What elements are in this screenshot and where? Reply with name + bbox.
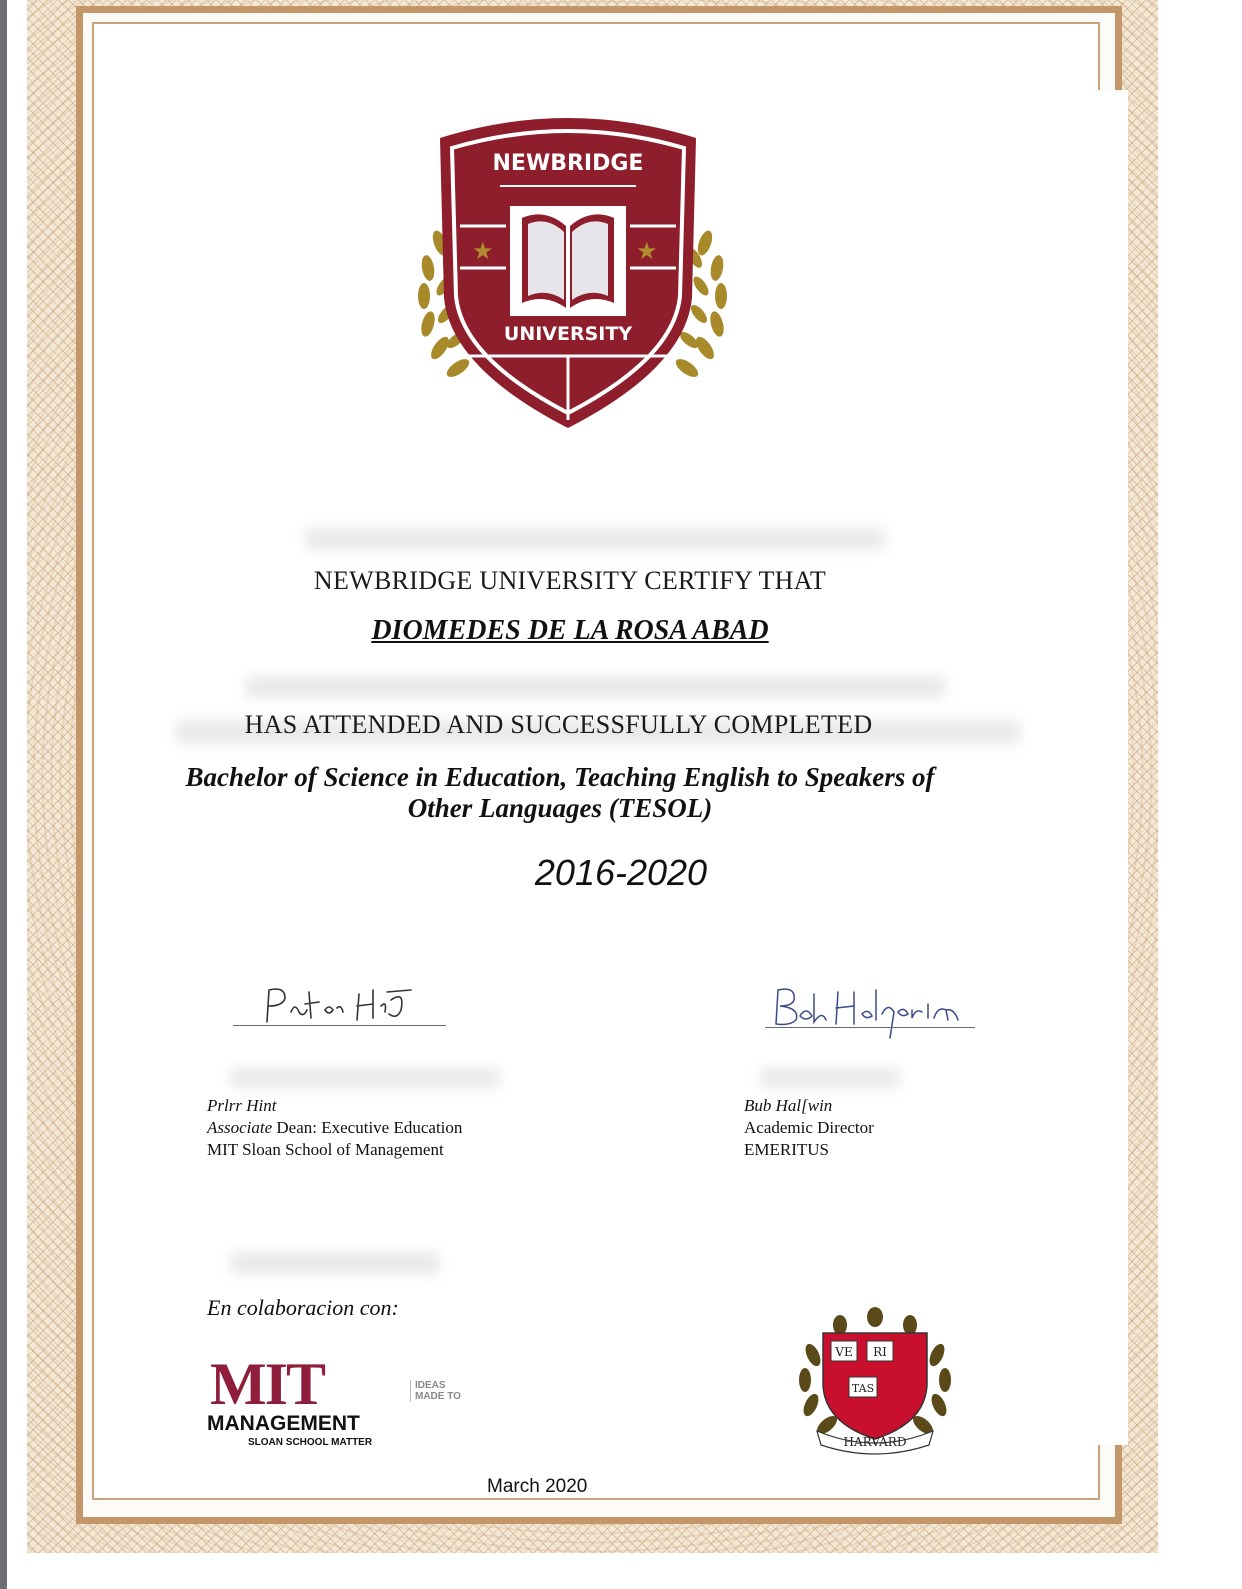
- blurred-text: [230, 1068, 500, 1088]
- blurred-text: [230, 1252, 440, 1274]
- signature-line-right: [765, 1027, 975, 1028]
- crest-bottom-text: UNIVERSITY: [503, 323, 633, 345]
- signature-left: [255, 980, 415, 1030]
- completed-line: HAS ATTENDED AND SUCCESSFULLY COMPLETED: [244, 710, 873, 739]
- blurred-text: [245, 676, 945, 698]
- blurred-text: [305, 528, 885, 550]
- mit-tag-line-2: MADE TO: [415, 1391, 461, 1402]
- harvard-banner: HARVARD: [843, 1435, 907, 1449]
- blurred-text: [760, 1068, 900, 1088]
- signatory-right: [744, 1095, 874, 1161]
- open-book-icon: [510, 206, 626, 316]
- veritas-ri: RI: [873, 1345, 887, 1359]
- signatory-left-title: [207, 1117, 462, 1139]
- newbridge-crest: [400, 108, 770, 438]
- mit-logo-management: MANAGEMENT: [207, 1412, 360, 1435]
- signatory-right-title: Academic Director: [744, 1118, 874, 1137]
- signatory-right-org: EMERITUS: [744, 1140, 829, 1159]
- star-left-icon: ★: [472, 237, 494, 265]
- mit-logo-sloan: SLOAN SCHOOL MATTER: [248, 1437, 373, 1448]
- veritas-ve: VE: [835, 1345, 853, 1359]
- page-edge: [1096, 90, 1128, 1445]
- signatory-right-name: Bub Hal[win: [744, 1096, 833, 1115]
- mit-logo-tagline: [410, 1380, 485, 1402]
- certify-line: NEWBRIDGE UNIVERSITY CERTIFY THAT: [313, 566, 827, 595]
- signature-line-left: [233, 1025, 446, 1026]
- signatory-left: [207, 1095, 462, 1161]
- signature-right: [770, 980, 960, 1040]
- issue-date: March 2020: [487, 1476, 588, 1497]
- signatory-left-title-rest: Dean: Executive Education: [272, 1118, 463, 1137]
- signatory-left-title-italic: Associate: [207, 1118, 273, 1137]
- signatory-left-name: Prlrr Hint: [207, 1096, 277, 1115]
- collaboration-label: En colaboracion con:: [207, 1295, 399, 1320]
- signatory-left-org: MIT Sloan School of Management: [207, 1140, 444, 1159]
- veritas-tas: TAS: [851, 1382, 875, 1395]
- program-title: [150, 762, 970, 824]
- recipient-name: DIOMEDES DE LA ROSA ABAD: [371, 615, 769, 646]
- mit-tag-line-1: IDEAS: [415, 1380, 446, 1391]
- program-line-2: Other Languages (TESOL): [407, 793, 713, 823]
- mit-logo-word: MIT: [210, 1351, 324, 1417]
- program-line-1: Bachelor of Science in Education, Teaching English to Speakers of: [185, 762, 935, 792]
- crest-top-text: NEWBRIDGE: [492, 151, 644, 176]
- program-years: 2016-2020: [534, 852, 708, 893]
- harvard-crest: [795, 1305, 955, 1455]
- star-right-icon: ★: [636, 237, 658, 265]
